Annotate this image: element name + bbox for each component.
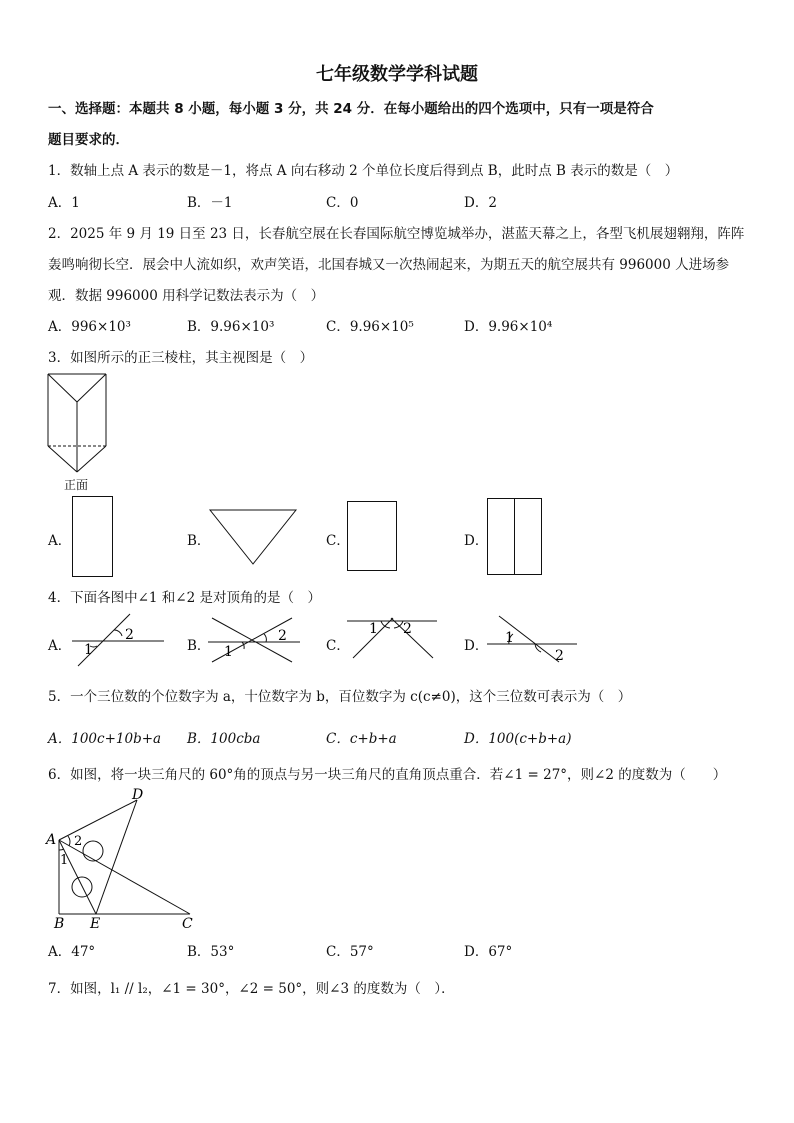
angle-2-label: 2 — [125, 627, 134, 643]
question-5-option-b: B．100cba — [187, 731, 261, 747]
angle-1-label: 1 — [224, 644, 233, 660]
question-4-option-c: C． — [326, 638, 350, 654]
question-3-option-b: B． — [187, 533, 211, 549]
question-5-option-d: D．100(c+b+a) — [464, 731, 572, 747]
question-6-stem: 6．如图，将一块三角尺的 60°角的顶点与另一块三角尺的直角顶点重合．若∠1 = 27°，则∠2 的度数为（ ） — [48, 767, 727, 783]
point-a-label: A — [46, 832, 57, 848]
angle-2-label: 2 — [555, 648, 564, 664]
angle-1-label: 1 — [505, 630, 514, 646]
option-b-inverted-triangle — [209, 509, 299, 567]
triangle-ruler-figure — [44, 786, 204, 932]
question-5-option-c: C．c+b+a — [326, 731, 397, 747]
question-2-line3: 观．数据 996000 用科学记数法表示为（ ） — [48, 288, 325, 304]
question-4-option-a: A． — [48, 638, 72, 654]
angle-1-label: 1 — [369, 621, 378, 637]
question-4-stem: 4．下面各图中∠1 和∠2 是对顶角的是（ ） — [48, 590, 321, 606]
question-6-option-c: C．57° — [326, 944, 374, 960]
angle-2-label: 2 — [74, 834, 83, 849]
option-a-tall-rectangle — [72, 496, 116, 578]
point-e-label: E — [90, 916, 101, 932]
question-4-option-d: D． — [464, 638, 489, 654]
question-2-option-b: B．9.96×10³ — [187, 319, 275, 335]
option-d-angle-figure — [485, 610, 585, 670]
section-header-line2: 题目要求的． — [48, 132, 129, 148]
question-3-option-a: A． — [48, 533, 72, 549]
option-c-rectangle — [347, 501, 399, 573]
question-2-option-d: D．9.96×10⁴ — [464, 319, 553, 335]
option-b-angle-figure — [206, 612, 306, 672]
point-c-label: C — [182, 916, 193, 932]
question-5-option-a: A．100c+10b+a — [48, 731, 162, 747]
question-3-option-d: D． — [464, 533, 489, 549]
question-7-stem: 7．如图，l₁ // l₂，∠1 = 30°，∠2 = 50°，则∠3 的度数为（ ）． — [48, 981, 455, 997]
point-b-label: B — [54, 916, 65, 932]
question-4-option-b: B． — [187, 638, 211, 654]
option-c-angle-figure — [345, 612, 445, 672]
angle-1-label: 1 — [60, 853, 69, 868]
question-2-option-c: C．9.96×10⁵ — [326, 319, 414, 335]
question-6-option-d: D．67° — [464, 944, 513, 960]
angle-2-label: 2 — [278, 628, 287, 644]
question-5-stem: 5．一个三位数的个位数字为 a，十位数字为 b，百位数字为 c(c≠0)，这个三位数可表示为（ ） — [48, 689, 632, 705]
option-d-split-rectangle — [487, 498, 545, 578]
question-1-option-b: B．－1 — [187, 195, 233, 211]
question-6-option-b: B．53° — [187, 944, 235, 960]
angle-2-label: 2 — [403, 621, 412, 637]
option-a-angle-figure — [70, 612, 170, 672]
angle-1-label: 1 — [84, 642, 93, 658]
prism-figure — [44, 372, 114, 476]
question-3-stem: 3．如图所示的正三棱柱，其主视图是（ ） — [48, 350, 314, 366]
section-header-line1: 一、选择题：本题共 8 小题，每小题 3 分，共 24 分．在每小题给出的四个选项中，只有一项是符合 — [48, 101, 654, 117]
front-label: 正面 — [64, 478, 89, 492]
question-1-option-d: D．2 — [464, 195, 497, 211]
question-2-line2: 轰鸣响彻长空．展会中人流如织，欢声笑语，北国春城又一次热闹起来，为期五天的航空展共有 996000 人进场参 — [48, 257, 730, 273]
question-2-option-a: A．996×10³ — [48, 319, 131, 335]
page-title: 七年级数学学科试题 — [316, 64, 478, 85]
question-1-option-c: C．0 — [326, 195, 359, 211]
question-2-line1: 2．2025 年 9 月 19 日至 23 日，长春航空展在长春国际航空博览城举办，湛蓝天幕之上，各型飞机展翅翱翔，阵阵 — [48, 226, 745, 242]
question-1-stem: 1．数轴上点 A 表示的数是－1，将点 A 向右移动 2 个单位长度后得到点 B，此时点 B 表示的数是（ ） — [48, 163, 679, 179]
question-6-option-a: A．47° — [48, 944, 96, 960]
question-3-option-c: C． — [326, 533, 350, 549]
point-d-label: D — [132, 787, 144, 803]
question-1-option-a: A．1 — [48, 195, 80, 211]
